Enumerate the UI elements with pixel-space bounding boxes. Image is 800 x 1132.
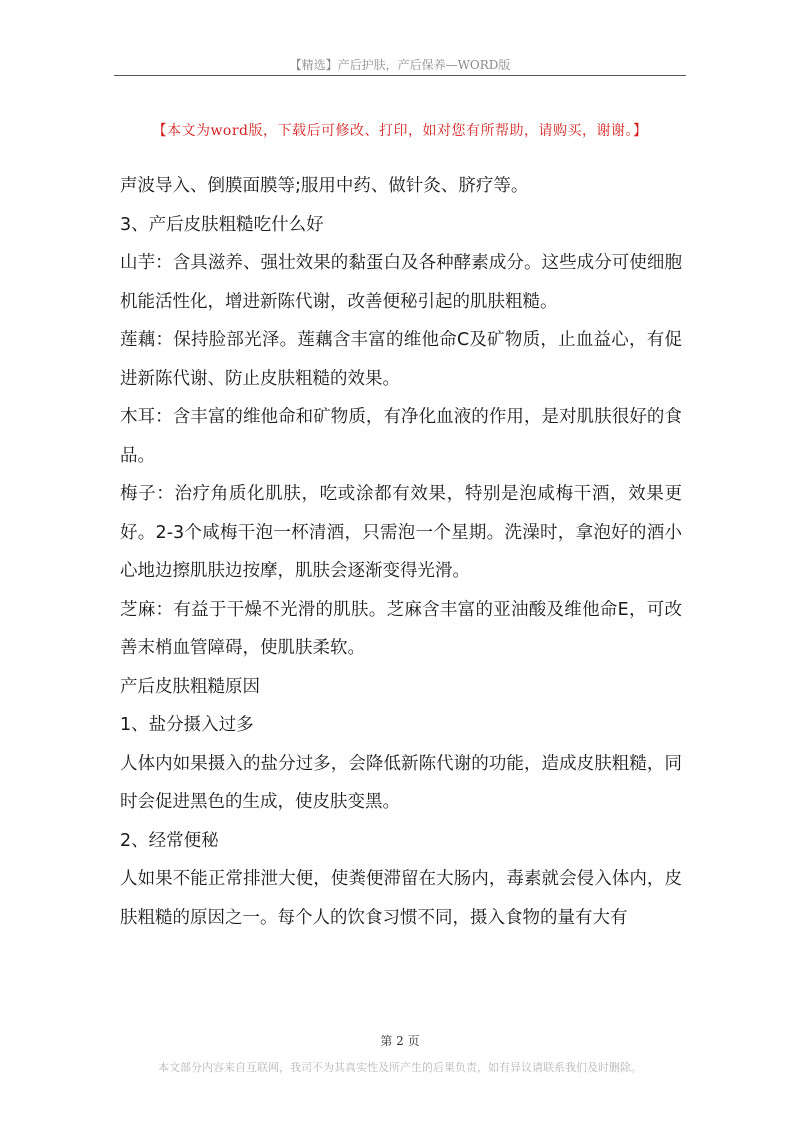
paragraph: 山芋：含具滋养、强壮效果的黏蛋白及各种酵素成分。这些成分可使细胞机能活性化，增进新陈代谢，改善便秘引起的肌肤粗糙。 <box>120 253 682 312</box>
download-notice: 【本文为word版，下载后可修改、打印，如对您有所帮助，请购买，谢谢。】 <box>152 123 648 139</box>
page-header: 【精选】产后护肤，产后保养—WORD版 <box>289 58 511 72</box>
section-heading: 产后皮肤粗糙原因 <box>120 676 260 697</box>
section-heading: 2、经常便秘 <box>120 830 219 851</box>
section-heading: 1、盐分摄入过多 <box>120 715 254 735</box>
footer-disclaimer: 本文部分内容来自互联网，我司不为其真实性及所产生的后果负责，如有异议请联系我们及时删除。 <box>158 1061 642 1074</box>
paragraph: 芝麻：有益于干燥不光滑的肌肤。芝麻含丰富的亚油酸及维他命E，可改善末梢血管障碍，使肌肤柔软。 <box>120 599 682 658</box>
section-heading: 3、产后皮肤粗糙吃什么好 <box>120 214 324 235</box>
paragraph: 声波导入、倒膜面膜等;服用中药、做针灸、脐疗等。 <box>120 176 529 196</box>
header-divider <box>114 75 686 76</box>
paragraph: 莲藕：保持脸部光泽。莲藕含丰富的维他命C及矿物质，止血益心，有促进新陈代谢、防止皮肤粗糙的效果。 <box>120 330 682 389</box>
paragraph: 木耳：含丰富的维他命和矿物质，有净化血液的作用，是对肌肤很好的食品。 <box>120 407 682 466</box>
document-body <box>120 167 682 937</box>
paragraph: 人如果不能正常排泄大便，使粪便滞留在大肠内，毒素就会侵入体内，皮肤粗糙的原因之一。每个人的饮食习惯不同，摄入食物的量有大有 <box>120 869 682 928</box>
paragraph: 梅子：治疗角质化肌肤，吃或涂都有效果，特别是泡咸梅干酒，效果更好。2-3个咸梅干泡一杯清酒，只需泡一个星期。洗澡时，拿泡好的酒小心地边擦肌肤边按摩，肌肤会逐渐变得光滑。 <box>120 484 682 581</box>
paragraph: 人体内如果摄入的盐分过多，会降低新陈代谢的功能，造成皮肤粗糙，同时会促进黑色的生成，使皮肤变黑。 <box>120 753 682 812</box>
page-number: 第 2 页 <box>380 1034 420 1048</box>
